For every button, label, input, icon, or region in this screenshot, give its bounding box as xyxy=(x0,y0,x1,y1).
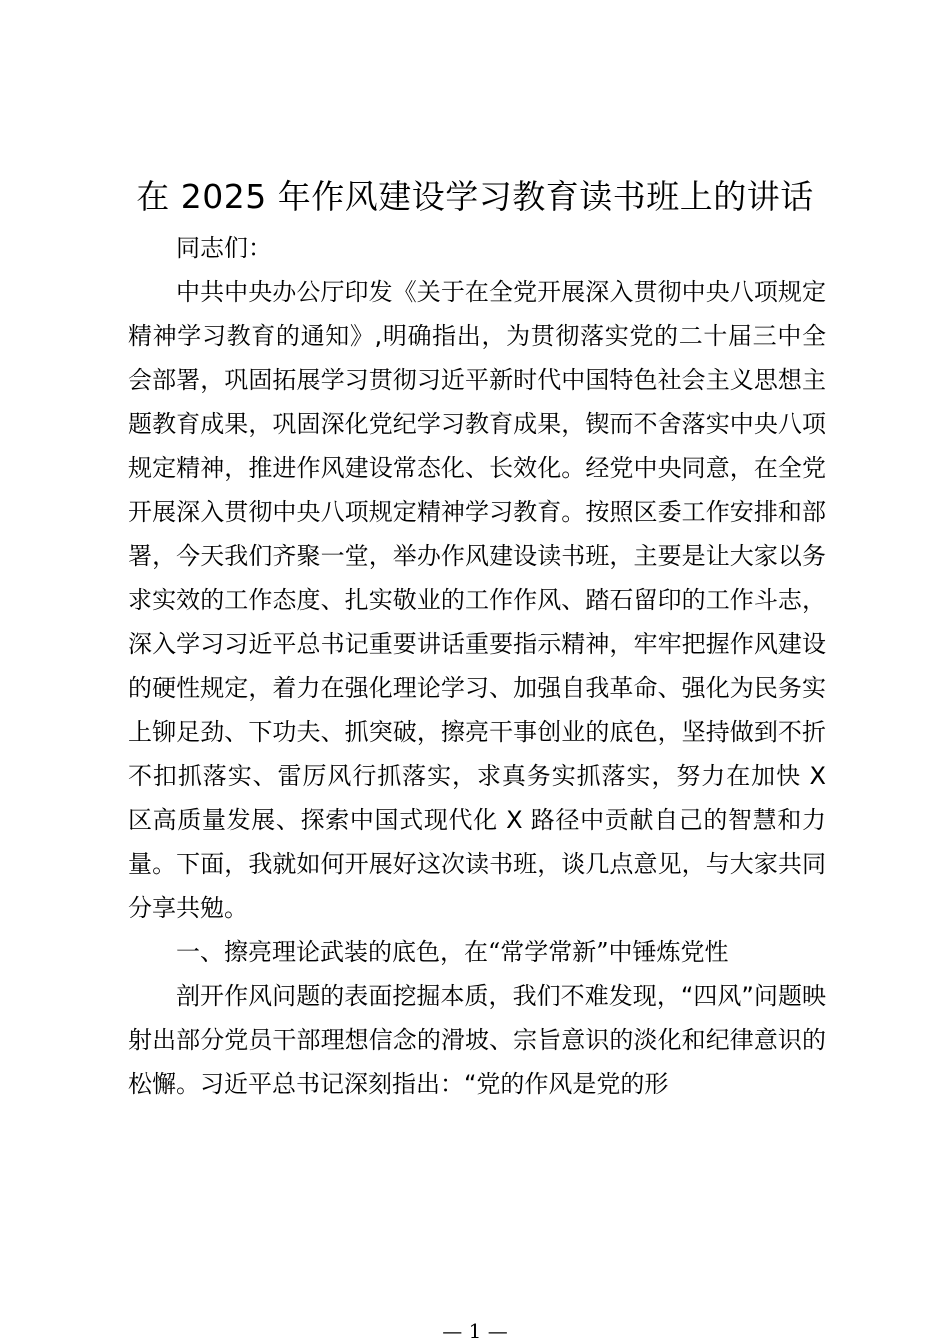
body-paragraph: 中共中央办公厅印发《关于在全党开展深入贯彻中央八项规定精神学习教育的通知》,明确指出，为贯彻落实党的二十届三中全会部署，巩固拓展学习贯彻习近平新时代中国特色社会主义思想主题教育成果，巩固深化党纪学习教育成果，锲而不舍落实中央八项规定精神，推进作风建设常态化、长效化。经党中央同意，在全党开展深入贯彻中央八项规定精神学习教育。按照区委工作安排和部署，今天我们齐聚一堂，举办作风建设读书班，主要是让大家以务求实效的工作态度、扎实敬业的工作作风、踏石留印的工作斗志，深入学习习近平总书记重要讲话重要指示精神，牢牢把握作风建设的硬性规定，着力在强化理论学习、加强自我革命、强化为民务实上铆足劲、下功夫、抓突破，擦亮干事创业的底色，坚持做到不折不扣抓落实、雷厉风行抓落实，求真务实抓落实，努力在加快 X 区高质量发展、探索中国式现代化 X 路径中贡献自己的智慧和力量。下面，我就如何开展好这次读书班，谈几点意见，与大家共同分享共勉。 xyxy=(128,278,826,922)
section-heading: 一、擦亮理论武装的底色，在“常学常新”中锤炼党性 xyxy=(176,938,729,966)
document-body xyxy=(128,226,826,1106)
page-number: — 1 — xyxy=(442,1319,508,1343)
salutation: 同志们： xyxy=(176,234,272,262)
document-title: 在 2025 年作风建设学习教育读书班上的讲话 xyxy=(136,177,814,216)
section-paragraph: 剖开作风问题的表面挖掘本质，我们不难发现，“四风”问题映射出部分党员干部理想信念的滑坡、宗旨意识的淡化和纪律意识的松懈。习近平总书记深刻指出：“党的作风是党的形 xyxy=(128,982,826,1098)
